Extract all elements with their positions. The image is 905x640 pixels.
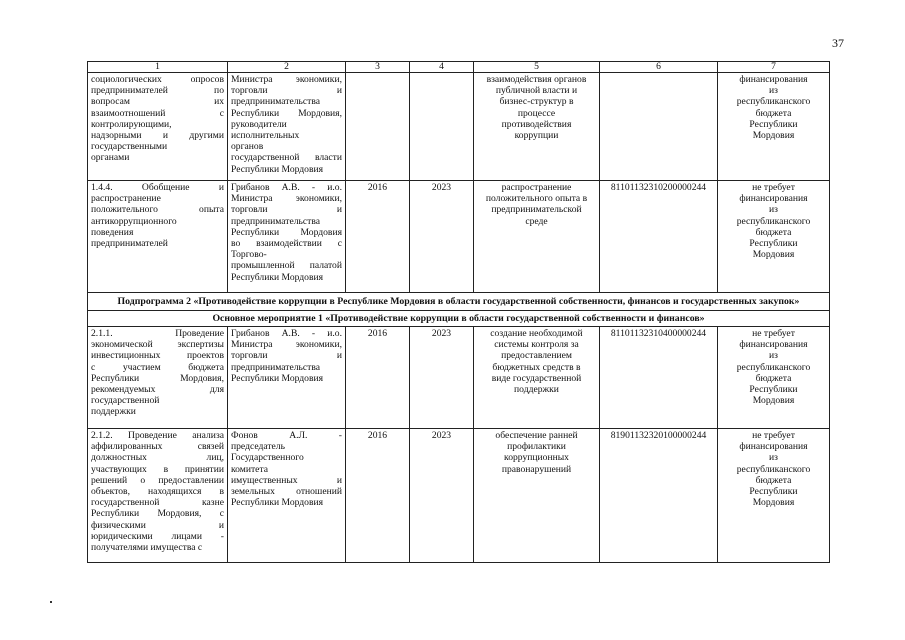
cell-line: Мордовия [752,130,795,142]
cell-line: председатель [231,441,285,453]
end-year-cell: 2023 [410,429,474,563]
start-year-cell: 2016 [346,327,410,429]
column-header: 3 [346,62,410,73]
table-row [88,429,830,563]
budget-code-cell [600,73,718,181]
column-header: 5 [474,62,600,73]
cell-line: распространение [91,193,161,205]
cell-line: Грибанов А.В. - и.о. [231,328,342,339]
cell-line: не требует [752,182,795,193]
cell-line: поддержки [514,384,559,396]
cell-line: Республики Мордовия [231,226,342,238]
cell-line: предпринимательства [231,215,321,227]
financing-cell [718,327,830,429]
end-year-cell: 2023 [410,181,474,293]
cell-line: положительного опыта [91,204,224,216]
table-row [88,181,830,293]
cell-line: предоставлением [501,350,572,362]
cell-line: Республики Мордовия [231,163,324,175]
cell-line: распространение [501,182,572,193]
cell-line: государственными [91,141,168,153]
cell-line: коррупции [514,130,559,142]
cell-line: финансирования [739,339,808,351]
cell-line: торговли и [231,204,342,216]
cell-line: взаимодействия органов [486,74,587,85]
cell-line: не требует [752,328,795,339]
cell-line: республиканского [736,215,811,227]
responsible-cell [228,429,346,563]
cell-line: предпринимательства [231,361,321,373]
cell-line: Торгово- [231,249,267,261]
cell-line: Республики Мордовия, [91,372,224,384]
cell-line: антикоррупционного [91,215,177,227]
start-year-cell [346,73,410,181]
cell-line: Республики [749,486,798,498]
financing-cell [718,181,830,293]
cell-line: бюджета [755,226,792,238]
cell-line: получателями имущества с [91,542,203,554]
cell-line: правонарушений [501,463,572,475]
cell-line: бизнес-структур в [499,96,574,108]
cell-line: участвующих в принятии [91,463,224,475]
cell-line: вопросам их [91,96,224,108]
cell-line: государственной казне [91,497,224,509]
cell-line: юридическими лицами - [91,530,224,542]
cell-line: финансирования [739,441,808,453]
cell-line: из [769,350,778,362]
cell-line: коррупционных [504,452,569,464]
cell-line: рекомендуемых для [91,384,224,396]
event-cell [88,327,228,429]
table-row [88,73,830,181]
responsible-cell [228,327,346,429]
cell-line: виде государственной [491,372,582,384]
cell-line: противодействия [501,118,572,130]
cell-line: Мордовия [752,249,795,261]
cell-line: Республики [749,384,798,396]
cell-line: из [769,85,778,97]
result-cell [474,429,600,563]
cell-line: 2.1.1. Проведение [91,328,224,339]
cell-line: Грибанов А.В. - и.о. [231,182,342,193]
cell-line: из [769,452,778,464]
cell-line: торговли и [231,350,342,362]
column-header: 1 [88,62,228,73]
cell-line: земельных отношений [231,486,342,498]
column-header: 7 [718,62,830,73]
cell-line: Министра экономики, [231,193,342,205]
start-year-cell: 2016 [346,429,410,563]
cell-line: Фонов А.Л. - [231,430,342,441]
cell-line: республиканского [736,361,811,373]
cell-line: поведения [91,226,134,238]
cell-line: комитета [231,463,269,475]
cell-line: публичной власти и [495,85,578,97]
cell-line: руководители [231,118,287,130]
result-cell [474,181,600,293]
cell-line: Республики Мордовия [231,271,324,283]
cell-line: Мордовия [752,395,795,407]
end-year-cell [410,73,474,181]
cell-line: поддержки [91,406,136,418]
cell-line: бюджета [755,372,792,384]
cell-line: финансирования [739,74,808,85]
cell-line: органов [231,141,264,153]
cell-line: Республики Мордовия [231,497,324,509]
cell-line: Мордовия [752,497,795,509]
result-cell [474,327,600,429]
cell-line: не требует [752,430,795,441]
cell-line: имущественных и [231,474,342,486]
cell-line: финансирования [739,193,808,205]
cell-line: государственной власти [231,152,342,164]
event-cell [88,181,228,293]
cell-line: 1.4.4. Обобщение и [91,182,224,193]
cell-line: бюджета [755,474,792,486]
event-cell [88,73,228,181]
cell-line: физическими и [91,519,224,531]
end-year-cell: 2023 [410,327,474,429]
main-event-row [88,311,830,327]
cell-line: взаимоотношений с [91,107,224,119]
event-cell [88,429,228,563]
cell-line: социологических опросов [91,74,224,85]
cell-line: предпринимательской [491,204,582,216]
cell-line: бюджетных средств в [492,361,581,373]
cell-line: предпринимателей по [91,85,224,97]
result-cell [474,73,600,181]
cell-line: республиканского [736,96,811,108]
cell-line: должностных лиц, [91,452,224,464]
page-number: 37 [832,36,844,50]
budget-code-cell: 81101132310200000244 [600,181,718,293]
cell-line: надзорными и другими [91,130,224,142]
subprogram-row [88,293,830,311]
cell-line: решений о предоставлении [91,474,224,486]
cell-line: предпринимателей [91,238,168,250]
cell-line: инвестиционных проектов [91,350,224,362]
cell-line: профилактики [507,441,566,453]
subprogram-title: Подпрограмма 2 «Противодействие коррупции в Республике Мордовия в области государственной собственности, финансов и государственных закупок» [88,293,830,311]
cell-line: бюджета [755,107,792,119]
financing-cell [718,73,830,181]
cell-line: 2.1.2. Проведение анализа [91,430,224,441]
cell-line: положительного опыта в [485,193,588,205]
program-table [87,61,830,563]
main-event-title: Основное мероприятие 1 «Противодействие коррупции в области государственной собственности и финансов» [88,311,830,327]
column-header: 2 [228,62,346,73]
start-year-cell: 2016 [346,181,410,293]
cell-line: экономической экспертизы [91,339,224,351]
financing-cell [718,429,830,563]
budget-code-cell: 81901132320100000244 [600,429,718,563]
cell-line: Министра экономики, [231,74,342,85]
cell-line: во взаимодействии с [231,238,342,250]
cell-line: промышленной палатой [231,260,342,272]
cell-line: органами [91,152,130,164]
cell-line: процессе [517,107,556,119]
cell-line: среде [525,215,548,227]
column-header: 4 [410,62,474,73]
cell-line: контролирующими, [91,118,172,130]
cell-line: исполнительных [231,130,300,142]
budget-code-cell: 81101132310400000244 [600,327,718,429]
cell-line: создание необходимой [490,328,583,339]
table-row [88,327,830,429]
column-header: 6 [600,62,718,73]
cell-line: аффилированных связей [91,441,224,453]
cell-line: республиканского [736,463,811,475]
column-numbers-row [88,62,830,73]
scan-speck [50,601,52,603]
cell-line: с участием бюджета [91,361,224,373]
cell-line: торговли и [231,85,342,97]
cell-line: Республики [749,238,798,250]
responsible-cell [228,181,346,293]
cell-line: из [769,204,778,216]
cell-line: Государственного [231,452,304,464]
cell-line: Республики Мордовия, с [91,508,224,520]
cell-line: Министра экономики, [231,339,342,351]
cell-line: государственной [91,395,160,407]
cell-line: предпринимательства [231,96,321,108]
cell-line: объектов, находящихся в [91,486,224,498]
cell-line: обеспечение ранней [495,430,578,441]
responsible-cell [228,73,346,181]
cell-line: системы контроля за [494,339,579,351]
cell-line: Республики [749,118,798,130]
cell-line: Республики Мордовия [231,372,324,384]
cell-line: Республики Мордовия, [231,107,342,119]
